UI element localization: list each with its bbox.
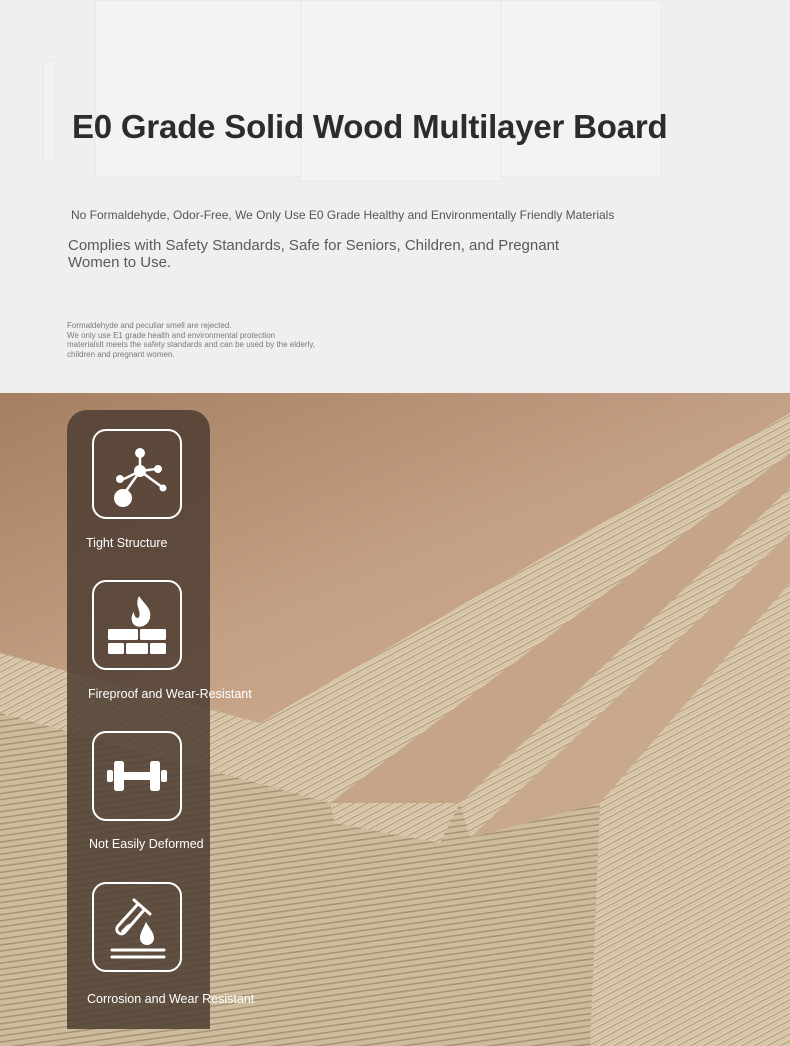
- fine-print-line: materialsIt meets the safety standards and can be used by the elderly,: [67, 340, 315, 350]
- fine-print-line: Formaldehyde and peculiar smell are rejected.: [67, 321, 232, 330]
- header-section: [0, 0, 790, 393]
- flask-drop-icon: [92, 882, 182, 972]
- subtitle: No Formaldehyde, Odor-Free, We Only Use E0 Grade Healthy and Environmentally Friendly Materials: [71, 208, 615, 222]
- dumbbell-icon: [92, 731, 182, 821]
- feature-label: Not Easily Deformed: [89, 837, 204, 851]
- background-board-ghost: [95, 0, 302, 177]
- molecule-icon: [92, 429, 182, 519]
- description: Complies with Safety Standards, Safe for Seniors, Children, and Pregnant Women to Use.: [68, 237, 560, 271]
- background-board-ghost: [300, 0, 502, 182]
- fire-brick-icon: [92, 580, 182, 670]
- feature-label: Fireproof and Wear-Resistant: [88, 687, 252, 701]
- feature-label: Corrosion and Wear Resistant: [87, 992, 255, 1006]
- feature-label: Tight Structure: [86, 536, 168, 550]
- fine-print-line: We only use E1 grade health and environmental protection: [67, 330, 275, 340]
- fine-print-line: children and pregnant women.: [67, 349, 175, 359]
- plywood-photo-section: [0, 393, 790, 1046]
- background-board-ghost: [500, 0, 662, 177]
- fine-print: [67, 321, 367, 359]
- page-title: E0 Grade Solid Wood Multilayer Board: [72, 108, 668, 145]
- background-board-ghost: [43, 60, 55, 162]
